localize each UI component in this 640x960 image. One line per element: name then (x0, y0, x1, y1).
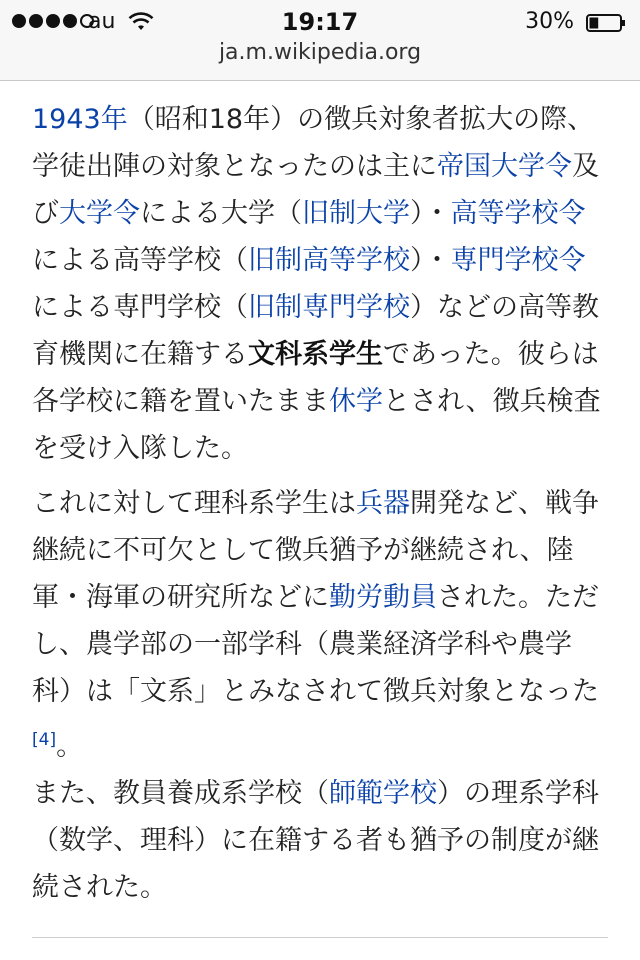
link-senmon-gakkou-rei[interactable]: 専門学校令 (450, 245, 586, 276)
link-daigakurei[interactable]: 大学令 (59, 198, 140, 229)
article-content (0, 80, 640, 960)
text-segment: これに対して理科系学生は (32, 488, 356, 519)
text-segment: ）の理系学科（数学、理科）に在籍する者も猶予の制度が継続された。 (32, 778, 599, 903)
link-koto-gakkou-rei[interactable]: 高等学校令 (450, 198, 586, 229)
text-segment: された。ただし、農学部の一部学科（農業経済学科や農学科）は「文系」とみなされて徴兵対象となった (32, 582, 599, 707)
article-paragraph-3 (32, 770, 608, 911)
text-segment: による専門学校（ (32, 292, 248, 323)
text-segment: （昭和18年）の徴兵対象者拡大の際、学徒出陣の対象となったのは主に (32, 104, 595, 182)
address-bar-url[interactable]: ja.m.wikipedia.org (218, 40, 422, 65)
link-kyusei-koto-gakkou[interactable]: 旧制高等学校 (248, 245, 410, 276)
article-paragraph-1 (32, 96, 608, 472)
clock: 19:17 (281, 8, 359, 36)
text-segment: 。 (56, 731, 84, 762)
status-bar-row (0, 8, 640, 36)
article-paragraph-2 (32, 480, 608, 770)
text-segment: ）などの高等教育機関に在籍する (32, 292, 599, 370)
link-shihan-gakkou[interactable]: 師範学校 (329, 778, 437, 809)
battery-icon (586, 14, 626, 32)
text-segment: 開発など、戦争継続に不可欠として徴兵猶予が継続され、陸軍・海軍の研究所などに (32, 488, 599, 613)
text-segment: であった。彼らは各学校に籍を置いたまま (32, 339, 599, 417)
link-heiki[interactable]: 兵器 (356, 488, 410, 519)
text-segment: による高等学校（ (32, 245, 248, 276)
text-segment: ）・ (410, 245, 451, 276)
link-kinro-doin[interactable]: 勤労動員 (329, 582, 437, 613)
link-kyusei-senmon-gakkou[interactable]: 旧制専門学校 (248, 292, 410, 323)
battery-percent: 30% (525, 9, 574, 34)
link-kyusei-daigaku[interactable]: 旧制大学 (302, 198, 410, 229)
text-segment: による大学（ (140, 198, 302, 229)
link-kyugaku[interactable]: 休学 (329, 386, 383, 417)
reference-mark (32, 725, 56, 751)
text-segment: とされ、徴兵検査を受け入隊した。 (32, 386, 601, 464)
link-1943[interactable]: 1943年 (32, 104, 128, 135)
link-teikoku-daigakurei[interactable]: 帝国大学令 (437, 151, 572, 182)
carrier-name: au (88, 9, 116, 34)
text-segment: 及び (32, 151, 599, 229)
text-segment: また、教員養成系学校（ (32, 778, 329, 809)
reference-link[interactable]: [4] (32, 730, 57, 750)
status-bar (0, 0, 640, 81)
section-divider (32, 937, 608, 938)
text-segment: ）・ (410, 198, 451, 229)
bold-term: 文科系学生 (248, 339, 383, 370)
